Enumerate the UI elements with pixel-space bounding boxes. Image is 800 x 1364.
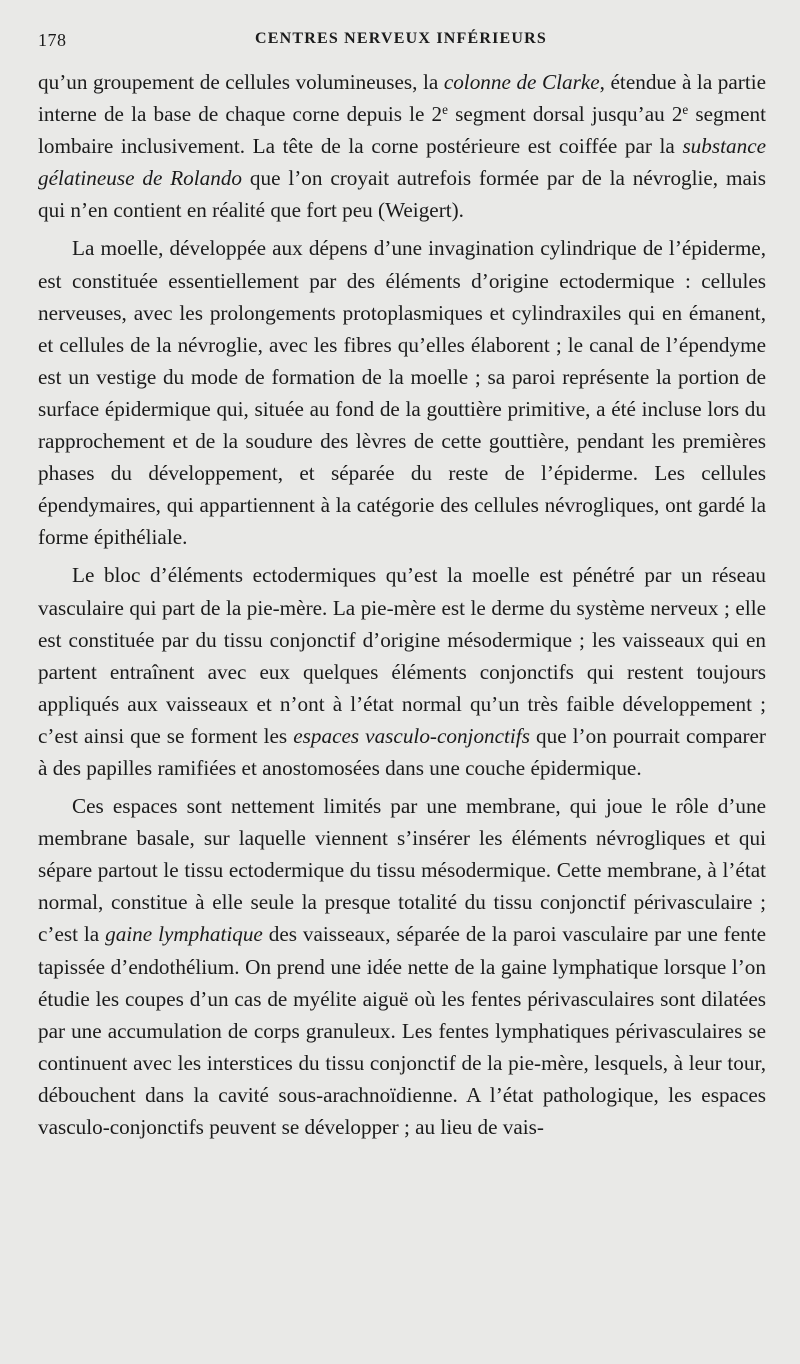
italic-term: gaine lymphatique bbox=[105, 922, 263, 947]
page-header bbox=[36, 30, 766, 58]
superscript: e bbox=[682, 101, 689, 117]
paragraph bbox=[38, 66, 766, 226]
text-segment: La moelle, développée aux dépens d’une invagination cylindrique de l’épiderme, est constituée essentiellement par des éléments d’origine ectodermique : cellules nerveuses, avec les prolongements protoplasmiques et cylindraxiles qui en émanent, et cellules de la névroglie, avec les fibres qu’elles élaborent ; le canal de l’épendyme est un vestige du mode de formation de la moelle ; sa paroi représente la portion de surface épidermique qui, située au fond de la gouttière primitive, a été incluse lors du rapprochement et de la soudure des lèvres de cette gouttière, pendant les premières phases du développement, et séparée du reste de l’épiderme. Les cellules épendymaires, qui appartiennent à la catégorie des cellules névrogliques, ont gardé la forme épithéliale. bbox=[38, 236, 766, 550]
text-segment: , étendue à la partie interne de la base de chaque corne depuis le 2 bbox=[38, 70, 767, 127]
body-text bbox=[38, 66, 766, 1143]
text-segment: segment lombaire inclusivement. La tête de la corne postérieure est coiffée par la bbox=[38, 102, 766, 159]
italic-term: espaces vasculo-conjonctifs bbox=[293, 723, 530, 748]
superscript: e bbox=[442, 101, 448, 117]
text-segment: que l’on pourrait comparer à des papilles ramifiées et anostomosées dans une couche épidermique. bbox=[38, 723, 766, 780]
italic-term: colonne de Clarke bbox=[443, 70, 600, 94]
paragraph bbox=[38, 232, 766, 553]
text-segment: Le bloc d’éléments ectodermiques qu’est la moelle est pénétré par un réseau vasculaire qui part de la pie-mère. La pie-mère est le derme du système nerveux ; elle est constituée par du tissu conjonctif d’origine mésodermique ; les vaisseaux qui en partent entraînent avec eux quelques éléments conjonctifs qui restent toujours appliqués aux vaisseaux et n’ont à l’état normal qu’un très faible développement ; c’est ainsi que se forment les bbox=[38, 563, 766, 748]
running-title: CENTRES NERVEUX INFÉRIEURS bbox=[254, 30, 548, 47]
text-segment: segment dorsal jusqu’au 2 bbox=[447, 102, 683, 127]
paragraph bbox=[38, 790, 766, 1143]
text-segment: Ces espaces sont nettement limités par une membrane, qui joue le rôle d’une membrane basale, sur laquelle viennent s’insérer les éléments névrogliques et qui sépare partout le tissu ectodermique du tissu mésodermique. Cette membrane, à l’état normal, constitue à elle seule la presque totalité du tissu conjonctif périvasculaire ; c’est la bbox=[38, 794, 766, 947]
italic-term: substance gélatineuse de Rolando bbox=[38, 134, 766, 191]
page-number: 178 bbox=[38, 30, 67, 50]
paragraph bbox=[38, 559, 766, 784]
text-segment: qu’un groupement de cellules volumineuses, la bbox=[38, 70, 444, 94]
text-segment: que l’on croyait autrefois formée par de la névroglie, mais qui n’en contient en réalité que fort peu (Weigert). bbox=[38, 166, 766, 223]
text-segment: des vaisseaux, séparée de la paroi vasculaire par une fente tapissée d’endothélium. On prend une idée nette de la gaine lymphatique lorsque l’on étudie les coupes d’un cas de myélite aiguë où les fentes périvasculaires sont dilatées par une accumulation de corps granuleux. Les fentes lymphatiques périvasculaires se continuent avec les interstices du tissu conjonctif de la pie-mère, lesquels, à leur tour, débouchent dans la cavité sous-arachnoïdienne. A l’état pathologique, les espaces vasculo-conjonctifs peuvent se développer ; au lieu de vais- bbox=[38, 922, 766, 1139]
